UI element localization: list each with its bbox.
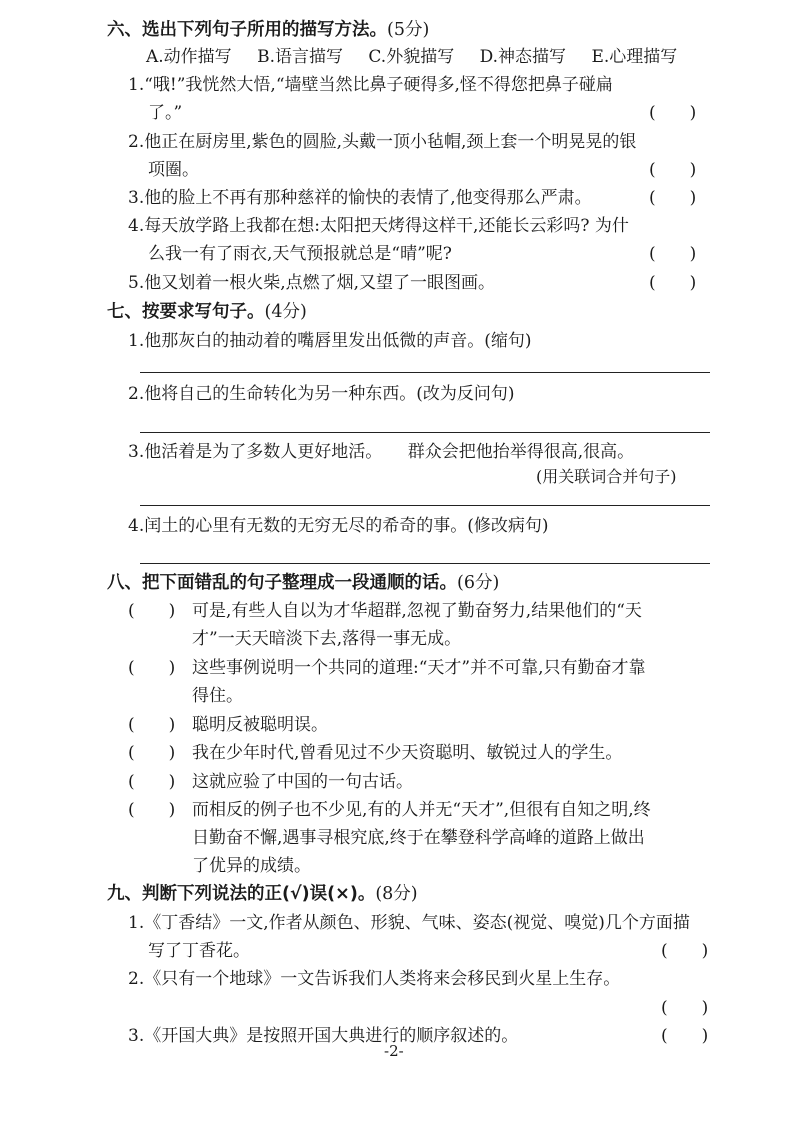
page-number: -2- — [384, 1042, 404, 1060]
section9-points: (8分) — [375, 884, 418, 904]
s6-q2-line1: 2.他正在厨房里,紫色的圆脸,头戴一顶小毡帽,颈上套一个明晃晃的银 — [128, 132, 637, 152]
option-b: B.语言描写 — [257, 47, 343, 67]
s9-q1-line2: 写了丁香花。 — [148, 941, 250, 961]
s8-order-blank-5[interactable]: ( ) — [128, 772, 176, 792]
option-e: E.心理描写 — [591, 47, 678, 67]
s8-s2-line2: 得住。 — [192, 686, 243, 706]
s7-q4-answer-line[interactable] — [140, 563, 710, 564]
s6-q3-answer-blank[interactable]: ( ) — [649, 188, 697, 208]
s6-q4-answer-blank[interactable]: ( ) — [649, 244, 697, 264]
s8-order-blank-1[interactable]: ( ) — [128, 601, 176, 621]
section9-title: 九、判断下列说法的正(√)误(×)。 — [107, 884, 376, 904]
s7-q1-answer-line[interactable] — [140, 372, 710, 373]
s9-q3-answer-blank[interactable]: ( ) — [661, 1026, 709, 1046]
s7-q3-answer-line[interactable] — [140, 505, 710, 506]
option-d: D.神态描写 — [479, 47, 567, 67]
section6-points: (5分) — [387, 20, 430, 40]
s7-q3: 3.他活着是为了多数人更好地活。 群众会把他抬举得很高,很高。 — [128, 442, 635, 462]
s7-q4: 4.闰土的心里有无数的无穷无尽的希奇的事。(修改病句) — [128, 516, 549, 536]
s9-q3: 3.《开国大典》是按照开国大典进行的顺序叙述的。 — [128, 1026, 519, 1046]
s6-q1-line1: 1.“哦!”我恍然大悟,“墙壁当然比鼻子硬得多,怪不得您把鼻子碰扁 — [128, 75, 613, 95]
s8-s4: 我在少年时代,曾看见过不少天资聪明、敏锐过人的学生。 — [192, 743, 623, 763]
section9-heading — [107, 882, 418, 906]
option-c: C.外貌描写 — [368, 47, 455, 67]
s6-q4-line1: 4.每天放学路上我都在想:太阳把天烤得这样干,还能长云彩吗? 为什 — [128, 216, 629, 236]
section8-title: 八、把下面错乱的句子整理成一段通顺的话。 — [107, 573, 457, 593]
s6-q1-answer-blank[interactable]: ( ) — [649, 103, 697, 123]
section6-title: 六、选出下列句子所用的描写方法。 — [107, 20, 387, 40]
s6-q1-line2: 了。” — [148, 103, 183, 123]
s8-order-blank-6[interactable]: ( ) — [128, 800, 176, 820]
section8-heading — [107, 571, 499, 595]
s9-q2: 2.《只有一个地球》一文告诉我们人类将来会移民到火星上生存。 — [128, 969, 621, 989]
s9-q2-answer-blank[interactable]: ( ) — [661, 998, 709, 1018]
s8-order-blank-2[interactable]: ( ) — [128, 658, 176, 678]
s9-q1-line1: 1.《丁香结》一文,作者从颜色、形貌、气味、姿态(视觉、嗅觉)几个方面描 — [128, 913, 690, 933]
s6-q4-line2: 么我一有了雨衣,天气预报就总是“晴”呢? — [148, 244, 452, 264]
s8-s1-line1: 可是,有些人自以为才华超群,忽视了勤奋努力,结果他们的“天 — [192, 601, 642, 621]
s6-q5: 5.他又划着一根火柴,点燃了烟,又望了一眼图画。 — [128, 273, 496, 293]
section6-heading — [107, 18, 429, 42]
section7-heading — [107, 300, 307, 324]
s6-q2-answer-blank[interactable]: ( ) — [649, 160, 697, 180]
s8-s6-line1: 而相反的例子也不少见,有的人并无“天才”,但很有自知之明,终 — [192, 800, 651, 820]
s8-s3: 聪明反被聪明误。 — [192, 715, 328, 735]
s7-q1: 1.他那灰白的抽动着的嘴唇里发出低微的声音。(缩句) — [128, 331, 532, 351]
s7-q3-note: (用关联词合并句子) — [536, 467, 677, 486]
s6-q5-answer-blank[interactable]: ( ) — [649, 273, 697, 293]
s6-q3: 3.他的脸上不再有那种慈祥的愉快的表情了,他变得那么严肃。 — [128, 188, 592, 208]
section7-points: (4分) — [264, 302, 307, 322]
s8-s2-line1: 这些事例说明一个共同的道理:“天才”并不可靠,只有勤奋才靠 — [192, 658, 646, 678]
option-a: A.动作描写 — [146, 47, 232, 67]
s8-s1-line2: 才”一天天暗淡下去,落得一事无成。 — [192, 629, 462, 649]
section7-title: 七、按要求写句子。 — [107, 302, 265, 322]
s8-order-blank-3[interactable]: ( ) — [128, 715, 176, 735]
s6-q2-line2: 项圈。 — [148, 160, 199, 180]
s8-s6-line2: 日勤奋不懈,遇事寻根究底,终于在攀登科学高峰的道路上做出 — [192, 828, 645, 848]
s8-order-blank-4[interactable]: ( ) — [128, 743, 176, 763]
section6-options — [146, 45, 697, 69]
s8-s5: 这就应验了中国的一句古话。 — [192, 772, 413, 792]
s8-s6-line3: 了优异的成绩。 — [192, 856, 311, 876]
section8-points: (6分) — [457, 573, 500, 593]
s7-q2: 2.他将自己的生命转化为另一种东西。(改为反问句) — [128, 384, 515, 404]
s9-q1-answer-blank[interactable]: ( ) — [661, 941, 709, 961]
s7-q2-answer-line[interactable] — [140, 432, 710, 433]
